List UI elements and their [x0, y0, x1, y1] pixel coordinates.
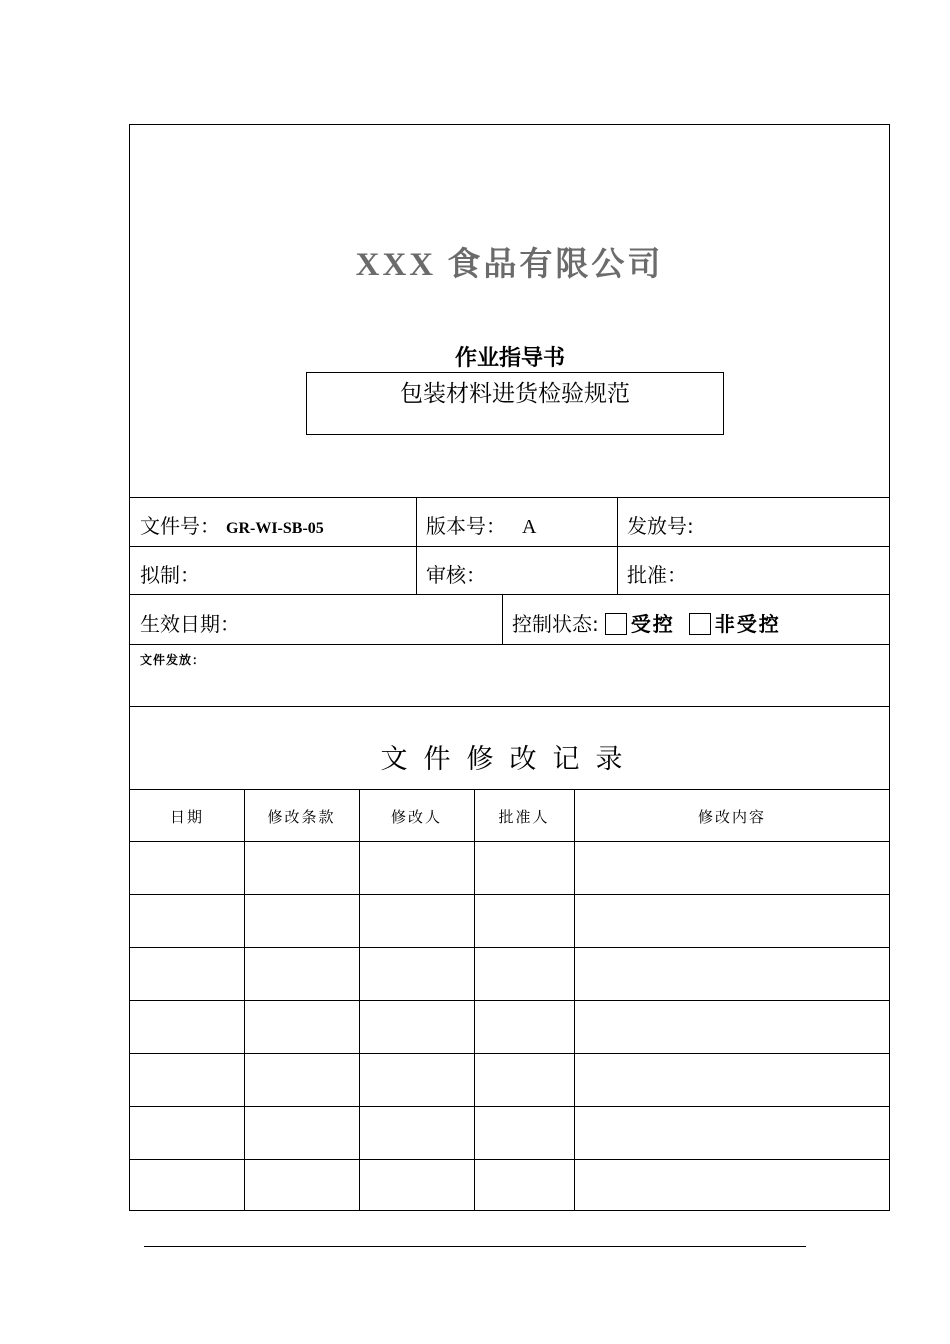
reviewed-by-label: 审核：	[426, 563, 486, 587]
table-cell[interactable]	[244, 947, 359, 1000]
table-cell[interactable]	[359, 841, 474, 894]
table-cell[interactable]	[474, 1000, 574, 1053]
table-cell[interactable]	[130, 1053, 244, 1106]
table-cell[interactable]	[244, 894, 359, 947]
uncontrolled-checkbox[interactable]	[689, 613, 711, 635]
table-cell[interactable]	[130, 894, 244, 947]
table-cell[interactable]	[130, 1106, 244, 1159]
table-cell[interactable]	[244, 841, 359, 894]
table-cell[interactable]	[359, 894, 474, 947]
version-field	[426, 510, 536, 539]
document-cover-frame	[129, 124, 890, 1211]
table-cell[interactable]	[359, 1053, 474, 1106]
effective-date-label: 生效日期：	[140, 612, 240, 636]
footer-rule	[144, 1246, 806, 1247]
file-number-field	[140, 510, 324, 539]
divider-line	[130, 644, 889, 645]
subject-box	[306, 372, 724, 435]
table-cell[interactable]	[574, 894, 890, 947]
column-divider	[502, 594, 503, 644]
control-status-field	[512, 608, 781, 637]
controlled-checkbox[interactable]	[605, 613, 627, 635]
uncontrolled-label: 非受控	[714, 612, 781, 636]
file-number-value: GR-WI-SB-05	[226, 520, 324, 537]
table-cell[interactable]	[244, 1000, 359, 1053]
table-cell[interactable]	[130, 1000, 244, 1053]
issue-number-label: 发放号:	[627, 514, 694, 538]
table-cell[interactable]	[474, 841, 574, 894]
divider-line	[130, 706, 889, 707]
table-cell[interactable]	[244, 1159, 359, 1212]
table-header-cell: 修改人	[390, 808, 442, 826]
table-cell[interactable]	[574, 1106, 890, 1159]
table-cell[interactable]	[574, 947, 890, 1000]
document-subject: 包装材料进货检验规范	[400, 381, 630, 407]
version-label: 版本号：	[426, 514, 506, 538]
divider-line	[130, 497, 889, 498]
table-cell[interactable]	[130, 1159, 244, 1212]
table-cell[interactable]	[474, 947, 574, 1000]
table-cell[interactable]	[359, 947, 474, 1000]
table-cell[interactable]	[244, 1053, 359, 1106]
table-cell[interactable]	[574, 1159, 890, 1212]
document-type: 作业指导书	[454, 346, 565, 371]
table-cell[interactable]	[474, 894, 574, 947]
table-cell[interactable]	[474, 1159, 574, 1212]
distribution-label: 文件发放：	[140, 653, 206, 667]
table-cell[interactable]	[359, 1106, 474, 1159]
table-cell[interactable]	[574, 1000, 890, 1053]
company-name: XXX 食品有限公司	[355, 247, 664, 283]
file-number-label: 文件号：	[140, 514, 220, 538]
table-header-cell: 修改条款	[267, 808, 336, 826]
revision-record-title: 文件修改记录	[380, 744, 639, 775]
table-cell[interactable]	[574, 1053, 890, 1106]
table-header-cell: 批准人	[498, 808, 550, 826]
control-status-label: 控制状态:	[512, 612, 599, 636]
table-cell[interactable]	[130, 947, 244, 1000]
table-cell[interactable]	[130, 841, 244, 894]
table-cell[interactable]	[359, 1159, 474, 1212]
table-header-cell: 修改内容	[697, 808, 766, 826]
table-cell[interactable]	[474, 1053, 574, 1106]
divider-line	[130, 594, 889, 595]
version-value: A	[522, 516, 537, 538]
table-cell[interactable]	[474, 1106, 574, 1159]
approved-by-label: 批准：	[627, 563, 687, 587]
table-cell[interactable]	[244, 1106, 359, 1159]
table-cell[interactable]	[574, 841, 890, 894]
table-header-cell: 日期	[169, 808, 204, 826]
column-divider	[416, 497, 417, 594]
divider-line	[130, 546, 889, 547]
table-cell[interactable]	[359, 1000, 474, 1053]
controlled-label: 受控	[630, 612, 675, 636]
drafted-by-label: 拟制：	[140, 563, 200, 587]
column-divider	[617, 497, 618, 594]
